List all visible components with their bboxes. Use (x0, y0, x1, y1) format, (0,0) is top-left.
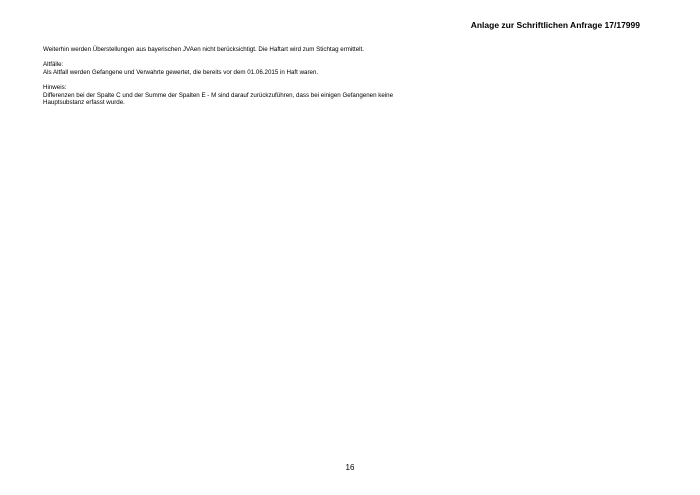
document-body (43, 46, 443, 114)
hinweis-heading: Hinweis: (43, 83, 67, 91)
altfaelle-section (43, 61, 443, 76)
altfaelle-text: Als Altfall werden Gefangene und Verwahrte gewertet, die bereits vor dem 01.06.2015 in Haft waren. (43, 68, 319, 76)
altfaelle-heading: Altfälle: (43, 61, 64, 69)
intro-text: Weiterhin werden Überstellungen aus bayerischen JVAen nicht berücksichtigt. Die Haftart wird zum Stichtag ermittelt. (43, 46, 364, 53)
hinweis-text-line2: Hauptsubstanz erfasst wurde. (43, 99, 125, 107)
page-header-title: Anlage zur Schriftlichen Anfrage 17/17999 (470, 20, 640, 30)
hinweis-section (43, 84, 443, 107)
intro-paragraph (43, 46, 443, 54)
page-number: 16 (345, 463, 355, 472)
hinweis-text-line1: Differenzen bei der Spalte C und der Summe der Spalten E - M sind darauf zurückzuführen, dass bei einigen Gefangenen keine (43, 91, 394, 99)
